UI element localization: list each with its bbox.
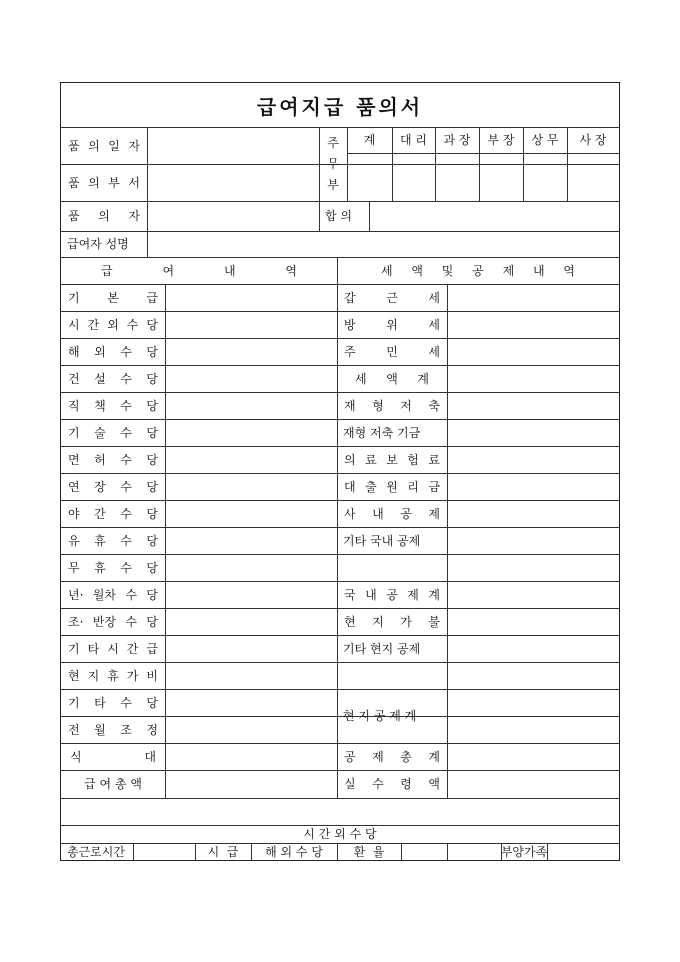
pay-value-17[interactable] [165,743,337,770]
pay-value-15[interactable] [165,689,337,716]
agreement-label: 합 의 [325,209,352,223]
pay-value-2[interactable] [165,338,337,365]
deduction-item-14 [337,662,447,689]
pay-value-9[interactable] [165,527,337,554]
deduction-value-0[interactable] [447,284,619,311]
pay-item-11: 년· 월차 수 당 [68,587,158,602]
deduction-item-7: 대 출 원 리 금 [344,479,440,494]
approval-vertical-label: 주 무 부 [327,136,339,192]
payee-name-field[interactable] [147,231,619,257]
pay-value-8[interactable] [165,500,337,527]
deduction-item-8: 사 내 공 제 [344,506,440,521]
dept-label: 품 의 부 서 [68,175,140,190]
pay-value-16[interactable] [165,716,337,743]
deduction-item-18: 실 수 령 액 [344,777,440,791]
deduction-item-2: 주 민 세 [344,344,440,359]
pay-value-6[interactable] [165,446,337,473]
deduction-value-5[interactable] [447,419,619,446]
approval-sign-1[interactable] [392,153,435,201]
overseas-allowance-label: 해 외 수 당 [265,845,323,859]
deduction-value-15[interactable] [447,689,619,716]
payee-name-label: 급여자 성명 [67,237,129,251]
deduction-value-3[interactable] [447,365,619,392]
pay-item-9: 유 휴 수 당 [68,533,158,548]
approval-sign-4[interactable] [523,153,567,201]
pay-value-10[interactable] [165,554,337,581]
pay-item-13: 기 타 시 간 급 [68,641,158,656]
requester-field[interactable] [147,201,319,231]
deduction-item-10 [337,554,447,581]
pay-item-15: 기 타 수 당 [68,695,158,710]
deduction-value-8[interactable] [447,500,619,527]
total-hours-field[interactable] [133,843,195,861]
pay-item-3: 건 설 수 당 [68,371,158,386]
agreement-field[interactable] [369,201,619,231]
deduction-value-6[interactable] [447,446,619,473]
approval-sign-2[interactable] [435,153,479,201]
date-label: 품 의 일 자 [68,138,140,153]
pay-item-16: 전 월 조 정 [68,722,158,737]
deduction-value-18[interactable] [447,770,619,798]
deduction-value-11[interactable] [447,581,619,608]
payment-request-form [60,82,620,861]
pay-item-8: 야 간 수 당 [68,506,158,521]
pay-value-12[interactable] [165,608,337,635]
deduction-value-7[interactable] [447,473,619,500]
approval-col-1: 대 리 [400,133,427,147]
deduction-value-9[interactable] [447,527,619,554]
deduction-item-11: 국 내 공 제 계 [344,587,440,602]
pay-item-18: 급 여 총 액 [84,777,142,791]
pay-item-2: 해 외 수 당 [68,344,158,359]
deduction-section-title: 세 액 및 공 제 내 역 [381,263,575,278]
deduction-value-16[interactable] [447,716,619,743]
pay-value-3[interactable] [165,365,337,392]
total-hours-label: 총근로시간 [67,845,125,859]
deduction-item-5: 재형 저축 기금 [343,425,421,440]
approval-col-2: 과 장 [443,133,471,147]
deduction-item-17: 공 제 총 계 [344,749,440,764]
form-title-box [61,83,619,128]
deduction-item-9: 기타 국내 공제 [343,533,421,548]
approval-col-3: 부 장 [487,133,515,147]
pay-value-1[interactable] [165,311,337,338]
deduction-item-15: 현 지 공 제 계 [343,709,417,723]
pay-item-6: 면 허 수 당 [68,452,158,467]
deduction-value-12[interactable] [447,608,619,635]
approval-col-4: 상 무 [531,133,559,147]
pay-item-5: 기 술 수 당 [68,425,158,440]
deduction-value-4[interactable] [447,392,619,419]
pay-value-0[interactable] [165,284,337,311]
deduction-value-10[interactable] [447,554,619,581]
deduction-item-3: 세 액 계 [355,371,429,386]
exchange-rate-label: 환 율 [353,845,385,859]
approval-sign-5[interactable] [567,153,619,201]
pay-value-18[interactable] [165,770,337,798]
deduction-value-2[interactable] [447,338,619,365]
approval-sign-3[interactable] [479,153,523,201]
pay-value-14[interactable] [165,662,337,689]
overtime-blank-field[interactable] [447,843,501,861]
approval-col-0: 계 [363,133,376,147]
deduction-item-13: 기타 현지 공제 [343,641,421,656]
pay-item-4: 직 책 수 당 [68,398,158,413]
dependents-field[interactable] [547,843,619,861]
deduction-item-0: 갑 근 세 [344,290,440,305]
pay-value-4[interactable] [165,392,337,419]
requester-label: 품 의 자 [68,209,140,223]
deduction-value-17[interactable] [447,743,619,770]
dept-field[interactable] [147,164,319,201]
pay-value-5[interactable] [165,419,337,446]
deduction-value-14[interactable] [447,662,619,689]
date-field[interactable] [147,127,319,164]
overtime-title: 시 간 외 수 당 [303,827,377,841]
pay-item-14: 현 지 휴 가 비 [68,668,158,683]
pay-item-12: 조· 반장 수 당 [68,614,158,629]
pay-value-7[interactable] [165,473,337,500]
deduction-item-4: 재 형 저 축 [344,398,440,413]
deduction-value-1[interactable] [447,311,619,338]
dependents-label: 부양가족 [500,845,548,859]
deduction-item-1: 방 위 세 [344,317,440,332]
deduction-item-6: 의 료 보 험 료 [344,452,440,467]
pay-item-17: 식 대 [70,749,156,764]
pay-item-1: 시 간 외 수 당 [68,317,158,332]
deduction-item-12: 현 지 가 불 [344,614,440,629]
hourly-label: 시 급 [207,845,239,859]
rule-h [61,798,619,799]
pay-item-7: 연 장 수 당 [68,479,158,494]
pay-value-11[interactable] [165,581,337,608]
pay-item-10: 무 휴 수 당 [68,560,158,575]
deduction-value-13[interactable] [447,635,619,662]
pay-value-13[interactable] [165,635,337,662]
pay-item-0: 기 본 급 [68,290,158,305]
pay-section-title: 급 여 내 역 [101,263,297,278]
approval-sign-0[interactable] [347,153,392,201]
approval-col-5: 사 장 [579,133,607,147]
form-title: 급여지급 품의서 [256,94,424,119]
exchange-rate-field[interactable] [401,843,447,861]
